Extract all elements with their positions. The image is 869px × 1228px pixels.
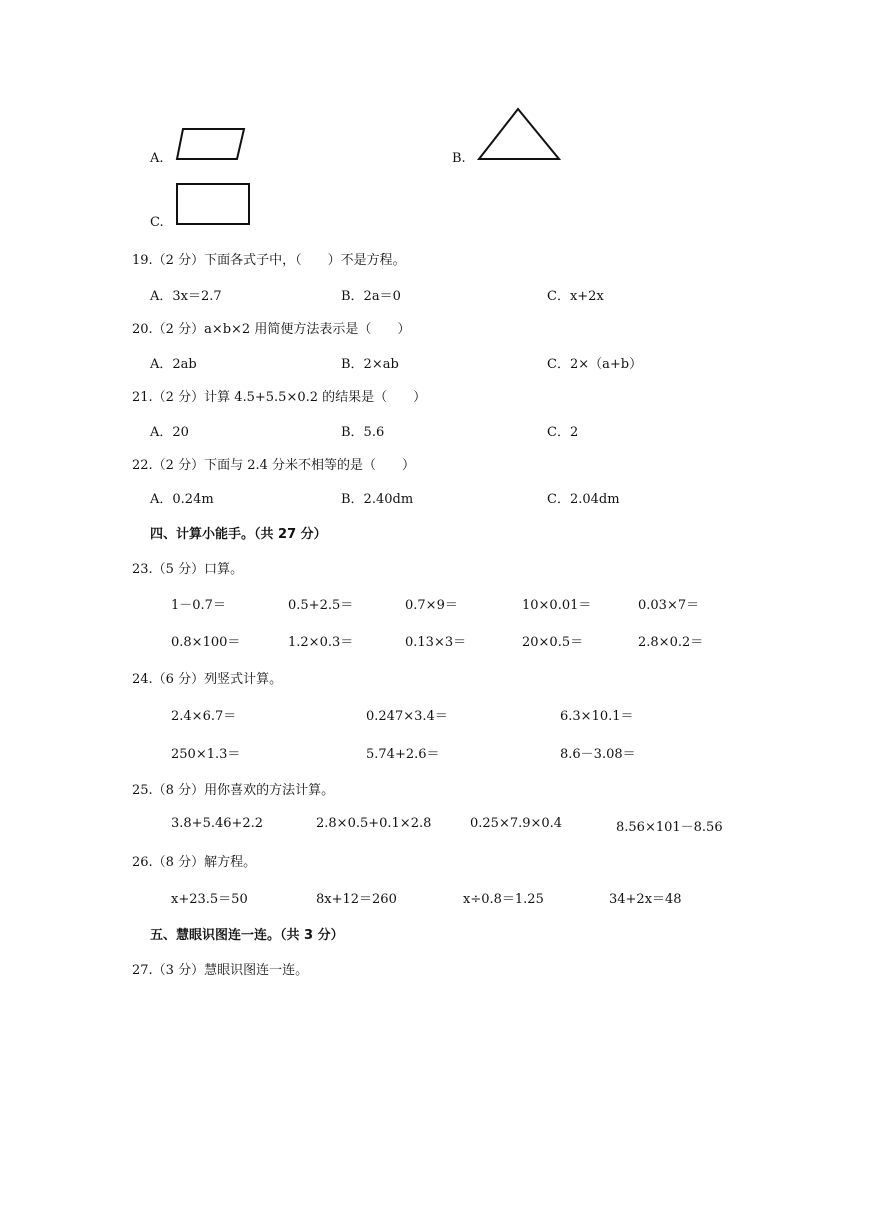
option-b-label: B. [452,151,466,166]
q25-item: 2.8×0.5+0.1×2.8 [316,816,432,831]
section-5-title: 五、慧眼识图连一连。（共 3 分） [150,928,344,943]
q20-option-b: B．2×ab [341,357,399,372]
q22-option-a: A．0.24m [150,492,214,507]
q20-stem: 20.（2 分）a×b×2 用简便方法表示是（ ） [132,322,411,337]
option-c-label: C. [150,215,164,230]
q24-item: 5.74+2.6＝ [366,747,440,762]
q22-option-b: B．2.40dm [341,492,414,507]
q24-item: 250×1.3＝ [171,747,241,762]
q21-stem: 21.（2 分）计算 4.5+5.5×0.2 的结果是（ ） [132,390,427,405]
section-4-title: 四、计算小能手。（共 27 分） [150,527,327,542]
q26-item: x÷0.8＝1.25 [463,892,544,907]
q22-option-c: C．2.04dm [547,492,620,507]
q23-item: 0.7×9＝ [405,598,458,613]
q25-item: 0.25×7.9×0.4 [470,816,563,831]
q26-item: 8x+12＝260 [316,892,397,907]
q19-option-b: B．2a＝0 [341,289,401,304]
q26-item: x+23.5＝50 [171,892,248,907]
q26-stem: 26.（8 分）解方程。 [132,855,257,870]
q20-option-a: A．2ab [150,357,197,372]
q25-stem: 25.（8 分）用你喜欢的方法计算。 [132,783,335,798]
q19-stem: 19.（2 分）下面各式子中，（ ）不是方程。 [132,253,406,268]
q23-item: 1.2×0.3＝ [288,635,354,650]
q20-option-c: C．2×（a+b） [547,357,643,372]
q27-stem: 27.（3 分）慧眼识图连一连。 [132,963,309,978]
triangle-figure [477,107,561,163]
q23-item: 10×0.01＝ [522,598,592,613]
q23-item: 0.8×100＝ [171,635,241,650]
q23-stem: 23.（5 分）口算。 [132,562,244,577]
q24-stem: 24.（6 分）列竖式计算。 [132,672,283,687]
q22-stem: 22.（2 分）下面与 2.4 分米不相等的是（ ） [132,458,416,473]
q23-item: 0.13×3＝ [405,635,467,650]
q25-item: 3.8+5.46+2.2 [171,816,264,831]
q23-item: 0.5+2.5＝ [288,598,354,613]
q24-item: 6.3×10.1＝ [560,709,634,724]
q23-item: 2.8×0.2＝ [638,635,704,650]
option-a-label: A. [150,151,164,166]
q26-item: 34+2x＝48 [609,892,682,907]
q21-option-c: C．2 [547,425,579,440]
q21-option-a: A．20 [150,425,189,440]
q24-item: 2.4×6.7＝ [171,709,237,724]
q25-item: 8.56×101－8.56 [616,820,723,835]
q24-item: 8.6－3.08＝ [560,747,636,762]
rectangle-figure [176,183,250,225]
q23-item: 20×0.5＝ [522,635,584,650]
q23-item: 0.03×7＝ [638,598,700,613]
q24-item: 0.247×3.4＝ [366,709,448,724]
q21-option-b: B．5.6 [341,425,385,440]
q19-option-c: C．x+2x [547,289,604,304]
q19-option-a: A．3x＝2.7 [150,289,222,304]
parallelogram-figure [176,127,246,161]
q23-item: 1－0.7＝ [171,598,226,613]
